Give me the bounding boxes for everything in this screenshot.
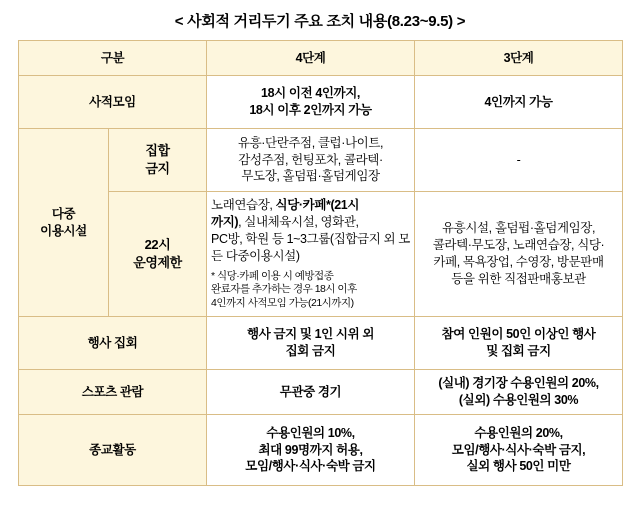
text-line: 집회 금지 — [285, 344, 336, 358]
row-header-multiuse-facilities — [19, 129, 109, 317]
text-line: (실내) 경기장 수용인원의 20%, — [438, 376, 599, 391]
text-segment: 노래연습장, — [211, 198, 276, 213]
text-line: 등을 위한 직접판매홍보관 — [451, 271, 586, 286]
row-header-sports-spectating: 스포츠 관람 — [19, 370, 207, 415]
text-line: 행사 금지 및 1인 시위 외 — [247, 327, 375, 342]
footnote — [211, 270, 410, 311]
text-line: 실외 행사 50인 미만 — [466, 459, 571, 474]
table-header-row — [19, 41, 623, 76]
text-line: 감성주점, 헌팅포차, 콜라텍· — [238, 152, 383, 167]
text-line: 완료자를 추가하는 경우 18시 이후 — [211, 283, 357, 296]
cell-sports-level4 — [207, 370, 415, 415]
text-line: 카페, 목욕장업, 수영장, 방문판매 — [433, 255, 604, 269]
text-line: 모임/행사·식사·숙박 금지 — [245, 459, 376, 474]
text-line: 참여 인원이 50인 이상인 행사 — [441, 327, 596, 342]
social-distancing-measures-table — [18, 40, 623, 486]
text-line: 수용인원의 20%, — [474, 425, 563, 440]
cell-sports-level3 — [415, 370, 623, 415]
text-line: 최대 99명까지 허용, — [258, 442, 363, 457]
text-line: 모임/행사·식사·숙박 금지, — [451, 442, 586, 457]
text-line: 및 집회 금지 — [486, 344, 551, 358]
text-line — [211, 197, 410, 214]
text-line: 다중 — [51, 206, 76, 221]
table-row — [19, 129, 623, 192]
cell-events-level4 — [207, 317, 415, 370]
cell-operation-limit-level4 — [207, 192, 415, 317]
row-header-private-gatherings: 사적모임 — [19, 76, 207, 129]
cell-operation-limit-level3 — [415, 192, 623, 317]
text-line: * 식당·카페 이용 시 예방접종 — [211, 269, 334, 282]
cell-religious-level4 — [207, 415, 415, 486]
cell-events-level3 — [415, 317, 623, 370]
cell-private-gatherings-level4 — [207, 76, 415, 129]
text-segment-bold: 까지) — [211, 215, 239, 230]
text-line — [211, 214, 410, 231]
text-line: PC방, 학원 등 1~3그룹(집합금지 외 모든 다중이용시설) — [211, 232, 410, 263]
cell-religious-level3 — [415, 415, 623, 486]
text-line: 무관중 경기 — [279, 384, 342, 399]
text-line: 무도장, 홀덤펍·홀덤게임장 — [241, 169, 380, 184]
text-line: 유흥시설, 홀덤펍·홀덤게임장, — [441, 221, 596, 236]
column-header-level3: 3단계 — [415, 41, 623, 76]
page-title: < 사회적 거리두기 주요 조치 내용(8.23~9.5) > — [174, 13, 466, 30]
text-line: 이용시설 — [40, 223, 87, 238]
table-row — [19, 317, 623, 370]
cell-private-gatherings-level3 — [415, 76, 623, 129]
column-header-category: 구분 — [19, 41, 207, 76]
table-header — [19, 41, 623, 76]
text-line: 18시 이전 4인까지, — [261, 86, 360, 101]
text-line: 운영제한 — [133, 255, 182, 270]
row-subheader-operation-limit-22 — [109, 192, 207, 317]
row-header-religious-activities: 종교활동 — [19, 415, 207, 486]
row-subheader-ban-on-gathering — [109, 129, 207, 192]
column-header-level4: 4단계 — [207, 41, 415, 76]
cell-ban-on-gathering-level4 — [207, 129, 415, 192]
cell-ban-on-gathering-level3: - — [415, 129, 623, 192]
table-row — [19, 192, 623, 317]
table-body — [19, 76, 623, 486]
table-row — [19, 370, 623, 415]
text-line: (실외) 수용인원의 30% — [458, 393, 579, 407]
text-line: 수용인원의 10%, — [266, 425, 355, 440]
text-line: 22시 — [144, 237, 171, 253]
text-line: 4인까지 사적모임 가능(21시까지) — [211, 297, 354, 310]
text-line: 금지 — [145, 161, 170, 176]
text-segment: , 실내체육시설, 영화관, — [238, 215, 359, 230]
row-header-events-assemblies: 행사 집회 — [19, 317, 207, 370]
text-line: 18시 이후 2인까지 가능 — [249, 103, 372, 117]
table-row — [19, 76, 623, 129]
table-row — [19, 415, 623, 486]
text-line: 유흥·단란주점, 클럽·나이트, — [237, 135, 384, 150]
text-segment-bold: 식당·카페*(21시 — [275, 198, 360, 213]
text-line: 집합 — [145, 143, 170, 159]
text-line: 4인까지 가능 — [484, 94, 553, 109]
text-line: 콜라텍·무도장, 노래연습장, 식당· — [432, 238, 605, 253]
